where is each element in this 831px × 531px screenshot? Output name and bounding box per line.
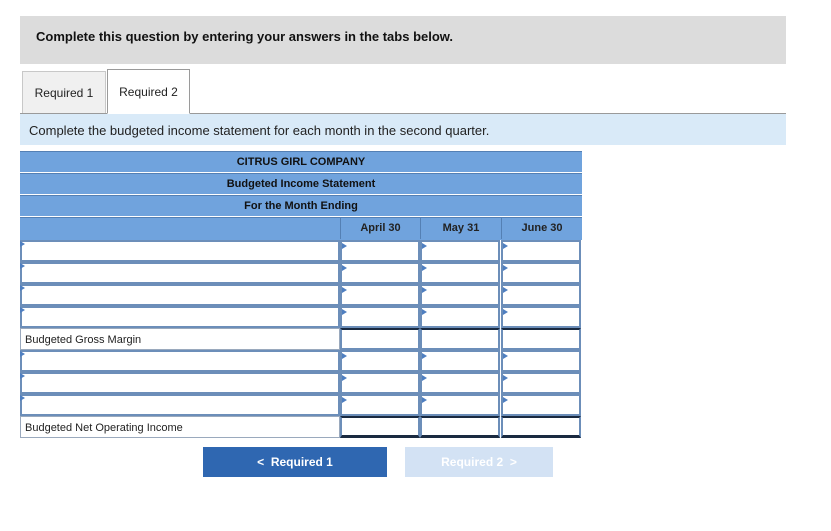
- april-input[interactable]: [340, 350, 420, 372]
- june-input[interactable]: [501, 394, 581, 416]
- dropdown-marker-icon: [20, 373, 25, 379]
- input-marker-icon: [342, 309, 347, 315]
- row-label-input[interactable]: [20, 306, 340, 328]
- input-marker-icon: [342, 397, 347, 403]
- june-input[interactable]: [501, 350, 581, 372]
- may-input[interactable]: [420, 240, 500, 262]
- may-input[interactable]: [420, 328, 500, 350]
- input-marker-icon: [503, 287, 508, 293]
- input-marker-icon: [503, 353, 508, 359]
- table-row: [20, 262, 582, 284]
- may-input[interactable]: [420, 416, 500, 438]
- table-row: [20, 328, 582, 350]
- may-input[interactable]: [420, 306, 500, 328]
- april-input[interactable]: [340, 306, 420, 328]
- june-input[interactable]: [501, 416, 581, 438]
- dropdown-marker-icon: [20, 395, 25, 401]
- instructions-text: Complete the budgeted income statement for each month in the second quarter.: [29, 123, 490, 138]
- input-marker-icon: [422, 287, 427, 293]
- april-input[interactable]: [340, 328, 420, 350]
- table-row: [20, 350, 582, 372]
- table-row: [20, 306, 582, 328]
- row-label-gross-margin: Budgeted Gross Margin: [20, 328, 340, 350]
- may-input[interactable]: [420, 350, 500, 372]
- row-label-input[interactable]: [20, 262, 340, 284]
- column-header-june: June 30: [501, 218, 582, 239]
- row-label-input[interactable]: [20, 394, 340, 416]
- column-header-may: May 31: [420, 218, 501, 239]
- input-marker-icon: [342, 375, 347, 381]
- dropdown-marker-icon: [20, 241, 25, 247]
- input-marker-icon: [422, 375, 427, 381]
- company-name: CITRUS GIRL COMPANY: [20, 151, 582, 172]
- row-label-input[interactable]: [20, 350, 340, 372]
- may-input[interactable]: [420, 284, 500, 306]
- tab-bar: [20, 69, 786, 114]
- april-input[interactable]: [340, 394, 420, 416]
- dropdown-marker-icon: [20, 263, 25, 269]
- june-input[interactable]: [501, 284, 581, 306]
- column-header-april: April 30: [340, 218, 420, 239]
- next-button-label: Required 2: [441, 455, 504, 469]
- june-input[interactable]: [501, 262, 581, 284]
- chevron-right-icon: >: [503, 455, 517, 469]
- statement-period: For the Month Ending: [20, 195, 582, 216]
- input-marker-icon: [422, 397, 427, 403]
- input-marker-icon: [342, 243, 347, 249]
- table-row: [20, 416, 582, 438]
- june-input[interactable]: [501, 372, 581, 394]
- april-input[interactable]: [340, 262, 420, 284]
- table-row: [20, 372, 582, 394]
- june-input[interactable]: [501, 328, 581, 350]
- input-marker-icon: [342, 353, 347, 359]
- table-row: [20, 240, 582, 262]
- may-input[interactable]: [420, 394, 500, 416]
- prev-button-label: Required 1: [270, 455, 333, 469]
- table-row: [20, 284, 582, 306]
- table-row: [20, 394, 582, 416]
- dropdown-marker-icon: [20, 307, 25, 313]
- banner-text: Complete this question by entering your answers in the tabs below.: [36, 29, 454, 44]
- row-label-net-operating-income: Budgeted Net Operating Income: [20, 416, 340, 438]
- next-required-2-button[interactable]: [405, 447, 553, 477]
- input-marker-icon: [503, 375, 508, 381]
- input-marker-icon: [503, 397, 508, 403]
- may-input[interactable]: [420, 372, 500, 394]
- input-marker-icon: [342, 265, 347, 271]
- input-marker-icon: [503, 265, 508, 271]
- statement-title: Budgeted Income Statement: [20, 173, 582, 194]
- june-input[interactable]: [501, 306, 581, 328]
- june-input[interactable]: [501, 240, 581, 262]
- input-marker-icon: [342, 287, 347, 293]
- row-label-input[interactable]: [20, 240, 340, 262]
- prev-required-1-button[interactable]: [203, 447, 387, 477]
- input-marker-icon: [422, 265, 427, 271]
- instruction-banner: [20, 16, 786, 64]
- input-marker-icon: [503, 309, 508, 315]
- april-input[interactable]: [340, 240, 420, 262]
- instructions-bar: [20, 114, 786, 145]
- row-label-input[interactable]: [20, 372, 340, 394]
- row-label-input[interactable]: [20, 284, 340, 306]
- input-marker-icon: [503, 243, 508, 249]
- may-input[interactable]: [420, 262, 500, 284]
- input-marker-icon: [422, 353, 427, 359]
- input-marker-icon: [422, 243, 427, 249]
- dropdown-marker-icon: [20, 351, 25, 357]
- chevron-left-icon: <: [257, 455, 271, 469]
- tab-required-1[interactable]: Required 1: [22, 71, 106, 113]
- april-input[interactable]: [340, 416, 420, 438]
- april-input[interactable]: [340, 372, 420, 394]
- input-marker-icon: [422, 309, 427, 315]
- dropdown-marker-icon: [20, 285, 25, 291]
- april-input[interactable]: [340, 284, 420, 306]
- tab-required-2[interactable]: Required 2: [107, 69, 190, 114]
